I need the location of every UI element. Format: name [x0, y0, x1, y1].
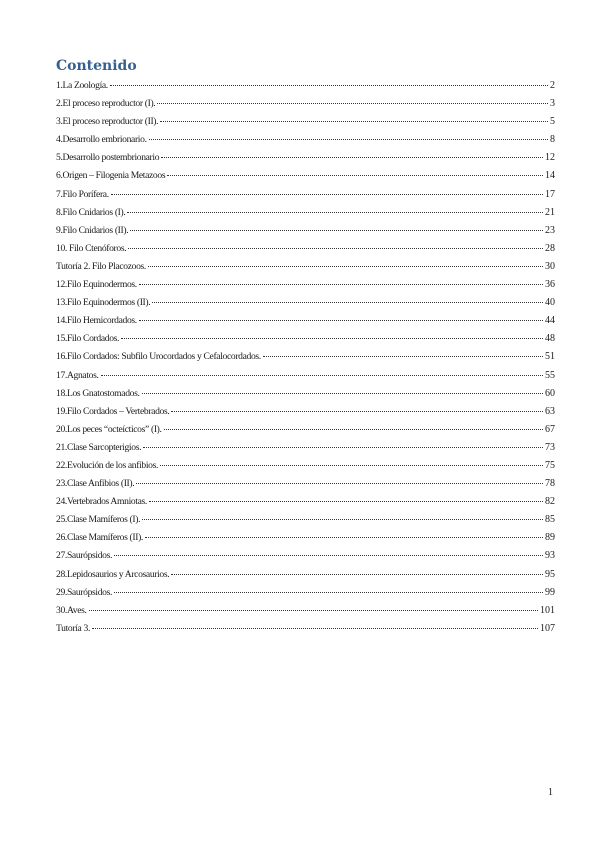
toc-entry[interactable]: [56, 403, 555, 421]
toc-entry-page-number: 63: [545, 405, 555, 417]
toc-dot-leader: [142, 393, 543, 394]
toc-entry-page-number: 8: [550, 134, 555, 146]
toc-entry[interactable]: [56, 330, 555, 348]
toc-entry[interactable]: [56, 113, 555, 131]
toc-entry-page-number: 107: [540, 622, 555, 634]
toc-dot-leader: [136, 483, 543, 484]
toc-entry[interactable]: [56, 620, 555, 638]
toc-entry-page-number: 40: [545, 297, 555, 309]
toc-entry-page-number: 93: [545, 550, 555, 562]
toc-entry[interactable]: [56, 276, 555, 294]
toc-entry[interactable]: [56, 511, 555, 529]
toc-entry-title: 15.Filo Cordados.: [56, 333, 120, 345]
toc-entry-page-number: 17: [545, 188, 555, 200]
toc-entry-page-number: 23: [545, 224, 555, 236]
toc-entry-title: 16.Filo Cordados: Subfilo Urocordados y Cefalocordados.: [56, 351, 261, 363]
toc-entry[interactable]: [56, 584, 555, 602]
toc-entry[interactable]: [56, 602, 555, 620]
toc-entry[interactable]: [56, 529, 555, 547]
toc-entry-title: 28.Lepidosaurios y Arcosaurios.: [56, 568, 170, 580]
toc-dot-leader: [143, 447, 543, 448]
toc-dot-leader: [139, 320, 543, 321]
toc-entry-title: 24.Vertebrados Amniotas.: [56, 496, 147, 508]
toc-entry[interactable]: [56, 566, 555, 584]
toc-entry[interactable]: [56, 204, 555, 222]
toc-entry-page-number: 30: [545, 260, 555, 272]
toc-entry-page-number: 73: [545, 441, 555, 453]
toc-dot-leader: [92, 628, 538, 629]
toc-entry[interactable]: [56, 77, 555, 95]
toc-entry-title: 27.Saurópsidos.: [56, 550, 113, 562]
toc-dot-leader: [152, 302, 543, 303]
toc-entry-page-number: 89: [545, 532, 555, 544]
toc-entry-page-number: 85: [545, 514, 555, 526]
toc-entry-title: 2.El proceso reproductor (I).: [56, 98, 156, 110]
toc-entry-title: 5.Desarrollo postembrionario: [56, 152, 160, 164]
toc-entry-title: 25.Clase Mamíferos (I).: [56, 514, 141, 526]
toc-entry-title: 21.Clase Sarcopterigios.: [56, 441, 142, 453]
toc-entry-title: 6.Origen – Filogenia Metazoos: [56, 170, 166, 182]
toc-entry-page-number: 75: [545, 459, 555, 471]
toc-entry-page-number: 78: [545, 478, 555, 490]
toc-entry-title: 29.Saurópsidos.: [56, 586, 113, 598]
toc-entry-title: 13.Filo Equinodermos (II).: [56, 297, 151, 309]
toc-entry[interactable]: [56, 457, 555, 475]
toc-entry-title: 9.Filo Cnidarios (II).: [56, 224, 129, 236]
page-number: 1: [548, 787, 553, 798]
toc-entry-title: 23.Clase Anfibios (II).: [56, 478, 135, 490]
toc-entry[interactable]: [56, 475, 555, 493]
toc-entry[interactable]: [56, 493, 555, 511]
toc-dot-leader: [128, 248, 543, 249]
toc-entry-title: 8.Filo Cnidarios (I).: [56, 206, 126, 218]
toc-entry[interactable]: [56, 131, 555, 149]
toc-entry[interactable]: [56, 258, 555, 276]
toc-dot-leader: [142, 519, 543, 520]
toc-dot-leader: [148, 266, 543, 267]
toc-dot-leader: [149, 501, 543, 502]
toc-dot-leader: [110, 85, 548, 86]
toc-dot-leader: [111, 194, 543, 195]
toc-dot-leader: [160, 121, 548, 122]
toc-entry-title: 22.Evolución de los anfibios.: [56, 459, 159, 471]
toc-dot-leader: [164, 429, 543, 430]
toc-entry-title: 7.Filo Porífera.: [56, 188, 109, 200]
toc-entry[interactable]: [56, 439, 555, 457]
toc-entry-page-number: 44: [545, 315, 555, 327]
toc-entry[interactable]: [56, 167, 555, 185]
toc-entry[interactable]: [56, 547, 555, 565]
toc-dot-leader: [263, 356, 543, 357]
toc-entry-title: 12.Filo Equinodermos.: [56, 279, 137, 291]
toc-entry[interactable]: [56, 421, 555, 439]
toc-entry-page-number: 48: [545, 333, 555, 345]
toc-entry[interactable]: [56, 312, 555, 330]
toc-entry-page-number: 14: [545, 170, 555, 182]
toc-entry[interactable]: [56, 186, 555, 204]
toc-entry-page-number: 2: [550, 80, 555, 91]
toc-entry-title: 10. Filo Ctenóforos.: [56, 242, 127, 254]
toc-entry[interactable]: [56, 385, 555, 403]
toc-entry-page-number: 21: [545, 206, 555, 218]
toc-entry-page-number: 36: [545, 279, 555, 291]
toc-entry-page-number: 12: [545, 152, 555, 164]
toc-entry-title: 3.El proceso reproductor (II).: [56, 116, 159, 128]
toc-dot-leader: [160, 465, 543, 466]
toc-entry-page-number: 82: [545, 496, 555, 508]
toc-dot-leader: [127, 212, 543, 213]
toc-dot-leader: [130, 230, 543, 231]
toc-entry-page-number: 95: [545, 568, 555, 580]
toc-dot-leader: [114, 592, 543, 593]
toc-entry-title: 18.Los Gnatostomados.: [56, 387, 140, 399]
toc-dot-leader: [171, 411, 543, 412]
toc-entry-page-number: 28: [545, 242, 555, 254]
toc-entry-title: Tutoría 2. Filo Placozoos.: [56, 260, 146, 272]
toc-entry-title: Tutoría 3.: [56, 622, 90, 634]
toc-dot-leader: [114, 555, 543, 556]
toc-entry[interactable]: [56, 348, 555, 366]
toc-entry[interactable]: [56, 95, 555, 113]
toc-entry-page-number: 5: [550, 116, 555, 128]
toc-entry-title: 4.Desarrollo embrionario.: [56, 134, 147, 146]
toc-entry-title: 14.Filo Hemicordados.: [56, 315, 137, 327]
toc-entry-page-number: 3: [550, 98, 555, 110]
toc-dot-leader: [157, 103, 548, 104]
toc-entry-page-number: 55: [545, 369, 555, 381]
toc-entry-page-number: 101: [540, 604, 555, 616]
toc-dot-leader: [171, 574, 543, 575]
toc-entry-title: 17.Agnatos.: [56, 369, 99, 381]
toc-entry[interactable]: [56, 294, 555, 312]
toc-entry[interactable]: [56, 240, 555, 258]
toc-dot-leader: [101, 375, 543, 376]
toc-dot-leader: [139, 284, 543, 285]
toc-entry[interactable]: [56, 367, 555, 385]
toc-entry-page-number: 51: [545, 351, 555, 363]
toc-entry-title: 19.Filo Cordados – Vertebrados.: [56, 405, 170, 417]
toc-entry-title: 1.La Zoología.: [56, 80, 108, 91]
toc-dot-leader: [167, 175, 543, 176]
toc-entry-title: 30.Aves.: [56, 604, 87, 616]
toc-dot-leader: [145, 537, 543, 538]
toc-entry-page-number: 99: [545, 586, 555, 598]
toc-heading: Contenido: [56, 58, 137, 74]
toc-dot-leader: [89, 610, 538, 611]
toc-entry-title: 20.Los peces “octeícticos” (I).: [56, 423, 162, 435]
table-of-contents: [56, 77, 555, 638]
toc-entry-page-number: 67: [545, 423, 555, 435]
toc-entry-title: 26.Clase Mamíferos (II).: [56, 532, 143, 544]
toc-dot-leader: [161, 157, 543, 158]
toc-dot-leader: [149, 139, 548, 140]
toc-entry[interactable]: [56, 149, 555, 167]
toc-entry[interactable]: [56, 222, 555, 240]
toc-dot-leader: [121, 338, 543, 339]
toc-entry-page-number: 60: [545, 387, 555, 399]
